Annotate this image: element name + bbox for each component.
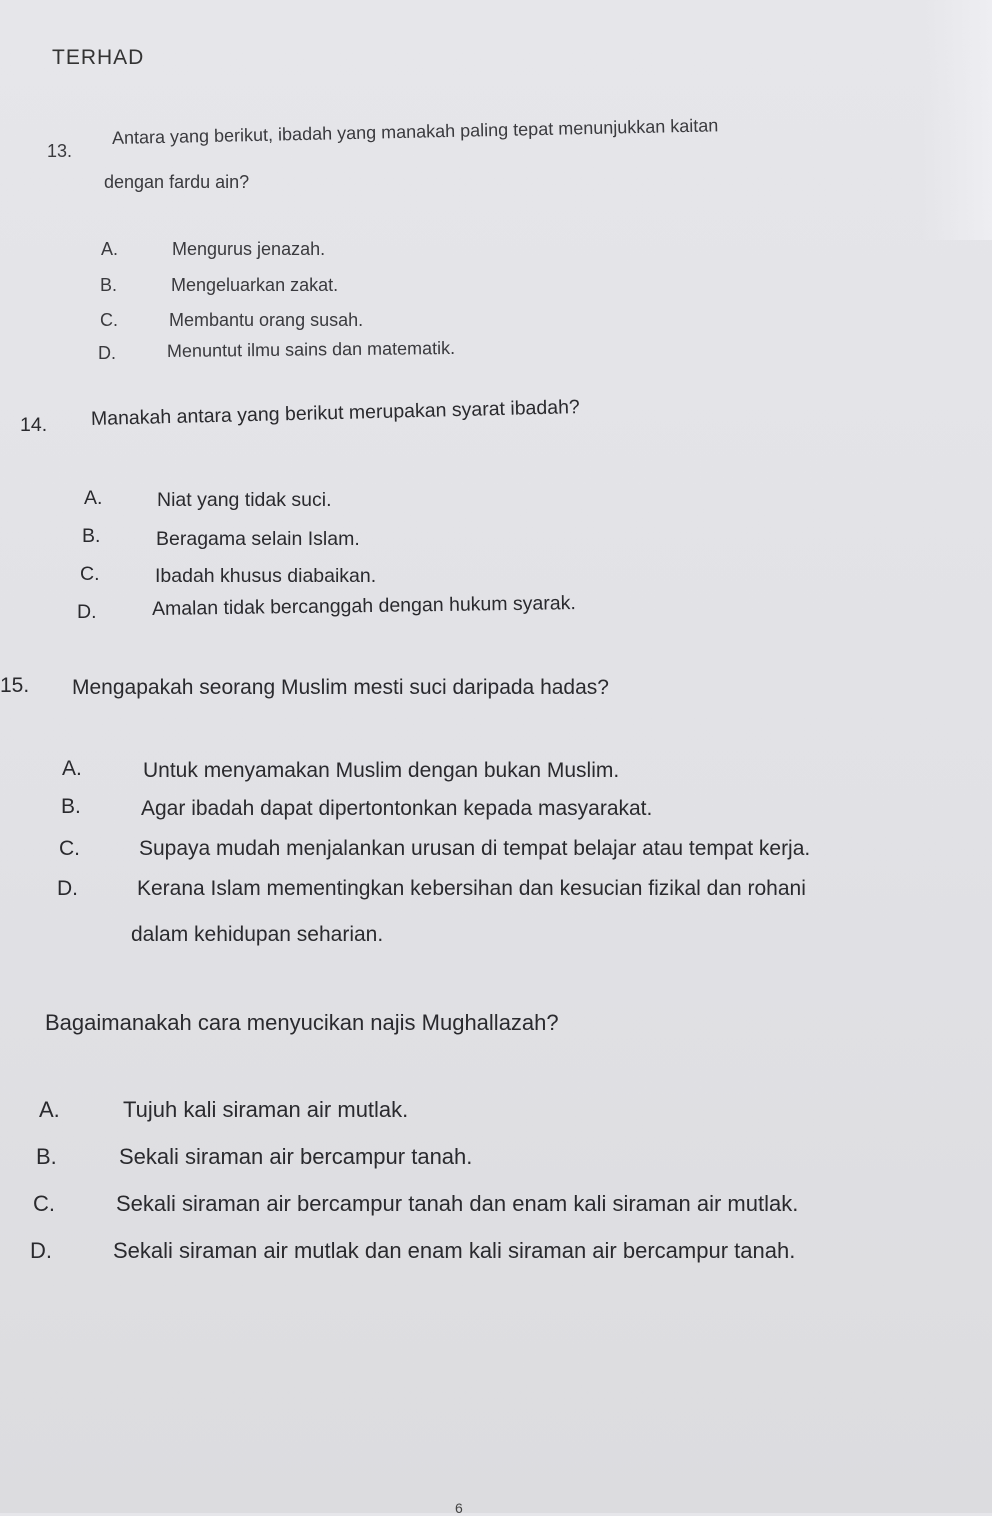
option-letter: D.	[98, 343, 116, 363]
option-letter: D.	[77, 601, 97, 623]
question-stem: Bagaimanakah cara menyucikan najis Mughallazah?	[45, 1010, 559, 1035]
option-letter: D.	[30, 1238, 52, 1263]
option-letter: C.	[33, 1191, 55, 1216]
question-stem: Mengapakah seorang Muslim mesti suci daripada hadas?	[72, 676, 609, 699]
option-text: Tujuh kali siraman air mutlak.	[123, 1097, 409, 1122]
option-letter: C.	[59, 837, 80, 860]
option-letter: B.	[36, 1144, 57, 1169]
option-text: Menuntut ilmu sains dan matematik.	[166, 337, 456, 361]
option-text: Membantu orang susah.	[169, 310, 364, 330]
option-letter: C.	[100, 310, 118, 330]
option-letter: B.	[100, 275, 118, 295]
option-text: Sekali siraman air mutlak dan enam kali siraman air bercampur tanah.	[113, 1238, 796, 1263]
option-text: Niat yang tidak suci.	[157, 489, 332, 511]
option-letter: A.	[101, 239, 119, 259]
option-letter: B.	[82, 525, 101, 547]
question-number: 14.	[20, 414, 48, 436]
classification-header: TERHAD	[52, 46, 145, 69]
question-number: 15.	[0, 674, 30, 697]
option-text: Sekali siraman air bercampur tanah.	[119, 1144, 473, 1169]
option-letter: D.	[57, 877, 78, 900]
option-text: Agar ibadah dapat dipertontonkan kepada masyarakat.	[141, 797, 653, 820]
option-text: Amalan tidak bercanggah dengan hukum syarak.	[151, 592, 576, 620]
option-letter: A.	[84, 487, 103, 509]
option-text-continued: dalam kehidupan seharian.	[131, 923, 384, 946]
option-letter: B.	[61, 795, 81, 818]
option-text: Untuk menyamakan Muslim dengan bukan Muslim.	[143, 759, 620, 782]
option-text: Beragama selain Islam.	[156, 528, 360, 550]
question-number: 13.	[47, 141, 73, 161]
option-text: Mengeluarkan zakat.	[171, 275, 339, 295]
option-text: Mengurus jenazah.	[172, 239, 326, 259]
option-text: Ibadah khusus diabaikan.	[155, 565, 377, 587]
option-text: Sekali siraman air bercampur tanah dan enam kali siraman air mutlak.	[116, 1191, 799, 1216]
option-text: Supaya mudah menjalankan urusan di tempat belajar atau tempat kerja.	[139, 837, 811, 860]
option-text: Kerana Islam mementingkan kebersihan dan kesucian fizikal dan rohani	[137, 877, 806, 900]
option-letter: A.	[62, 757, 82, 780]
option-letter: A.	[39, 1097, 60, 1122]
question-stem: Antara yang berikut, ibadah yang manakah paling tepat menunjukkan kaitan	[111, 115, 719, 148]
question-stem-continued: dengan fardu ain?	[104, 172, 250, 192]
page-number: 6	[455, 1500, 463, 1516]
question-stem: Manakah antara yang berikut merupakan syarat ibadah?	[90, 396, 581, 430]
paper-fold-shadow	[922, 0, 992, 240]
option-letter: C.	[80, 563, 100, 585]
